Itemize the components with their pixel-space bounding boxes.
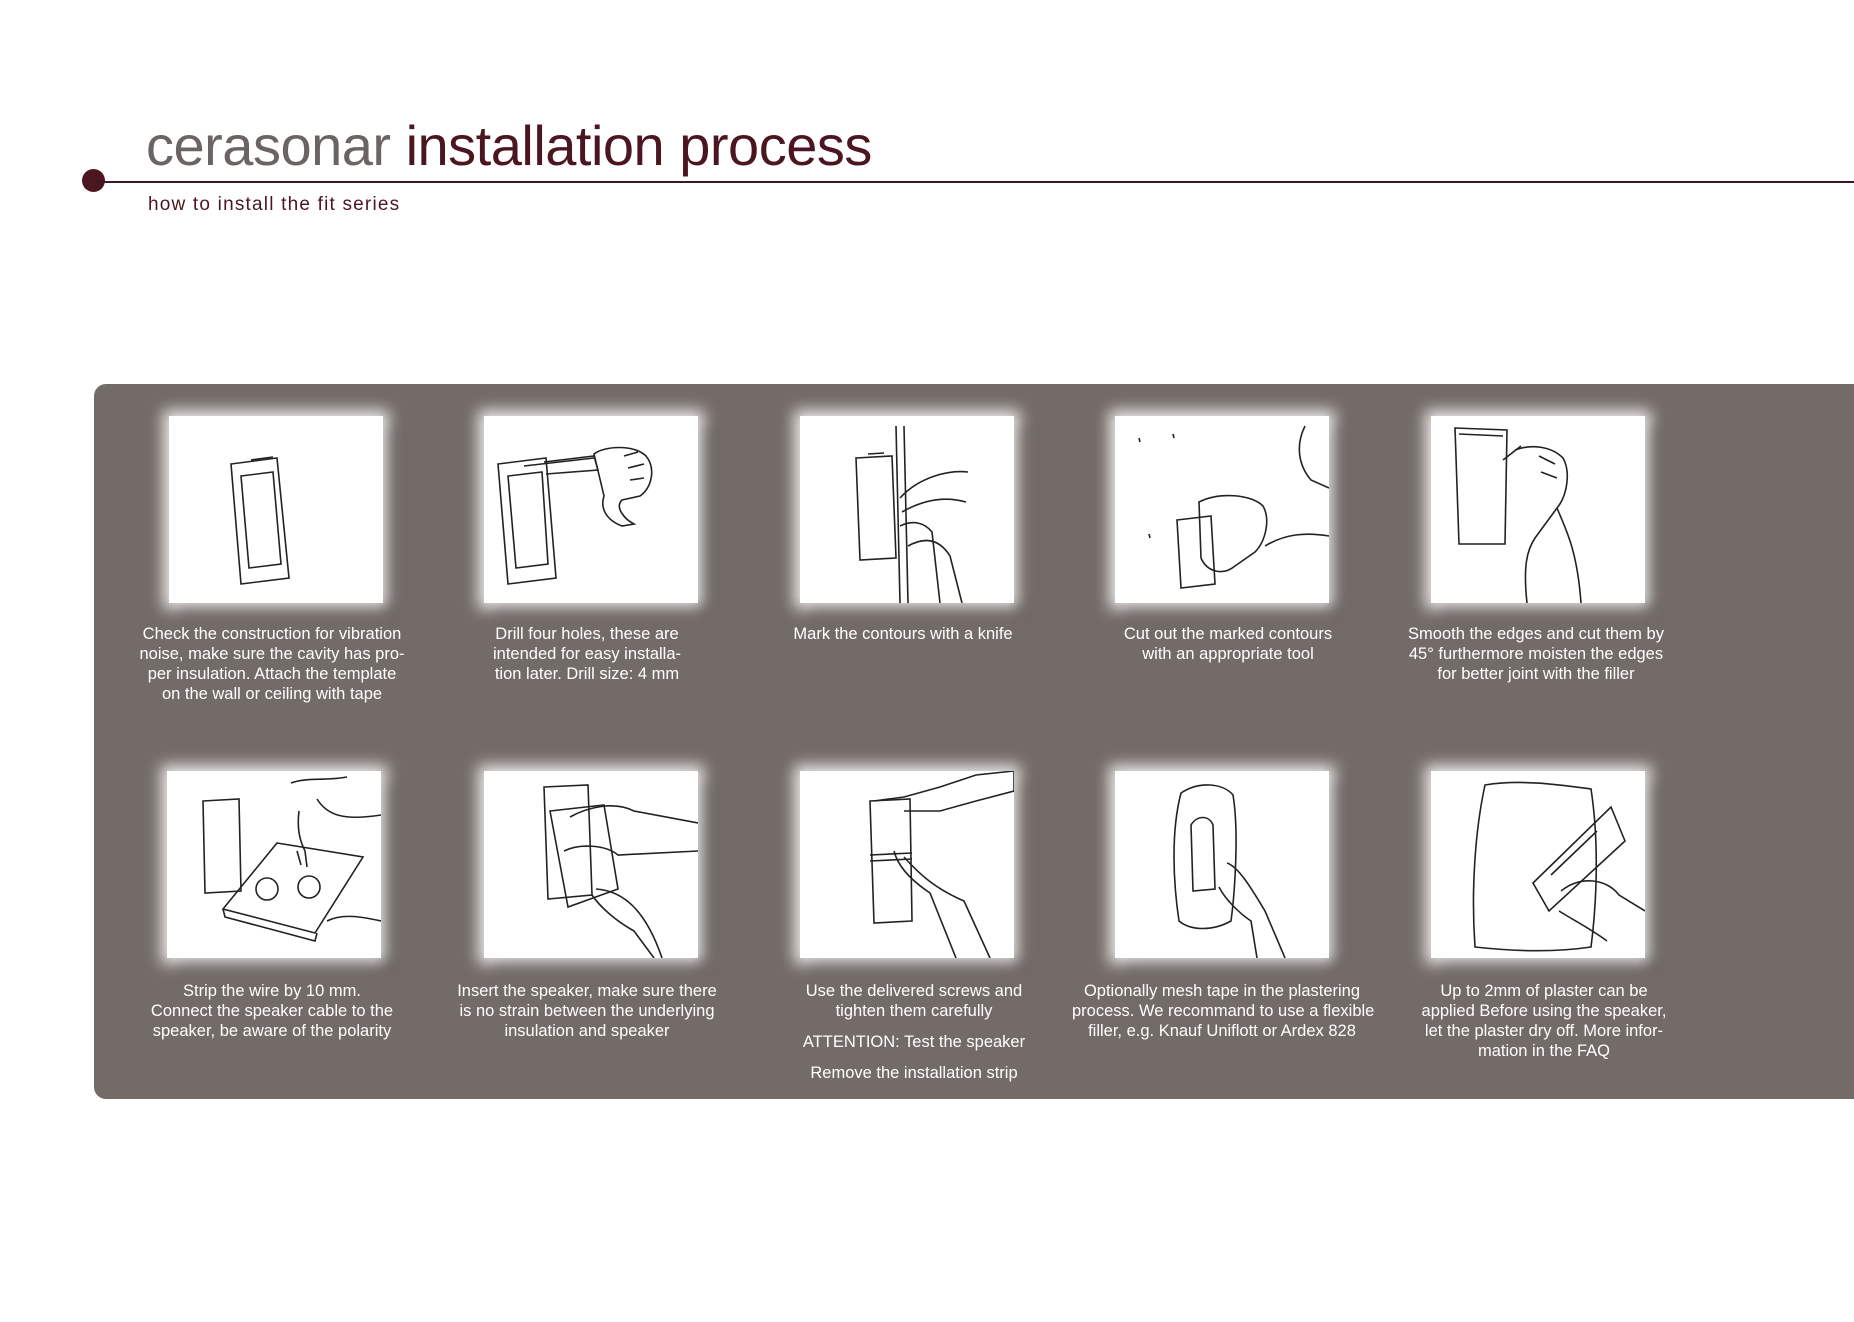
caption-line: speaker, be aware of the polarity: [152, 1022, 392, 1040]
caption-line: Connect the speaker cable to the: [150, 1002, 394, 1020]
smoothing-edges-illustration-icon: [1431, 416, 1645, 603]
caption-line: Drill four holes, these are: [495, 625, 679, 643]
step-9-caption: [1072, 981, 1375, 1041]
caption-line: noise, make sure the cavity has pro-: [139, 645, 405, 663]
caption-line: Check the construction for vibration: [142, 625, 402, 643]
step-7-caption: [437, 981, 737, 1041]
step-8-caption: [764, 981, 1064, 1083]
title-text: installation process: [405, 114, 872, 177]
caption-line: let the plaster dry off. More infor-: [1424, 1022, 1664, 1040]
caption-line: Mark the contours with a knife: [793, 625, 1013, 643]
caption-line: applied Before using the speaker,: [1421, 1002, 1667, 1020]
caption-line: with an appropriate tool: [1142, 645, 1314, 663]
caption-line: Strip the wire by 10 mm.: [183, 982, 361, 1000]
caption-line: Smooth the edges and cut them by: [1408, 625, 1664, 643]
title-rule: [96, 181, 1854, 183]
caption-line: is no strain between the underlying: [459, 1002, 715, 1020]
caption-line: Use the delivered screws and: [805, 982, 1023, 1000]
screwdriver-illustration-icon: [800, 771, 1014, 958]
attention-note: ATTENTION: Test the speaker: [802, 1033, 1026, 1051]
wiring-illustration-icon: [167, 771, 381, 958]
caption-line: intended for easy installa-: [492, 645, 682, 663]
page-title: [146, 112, 872, 180]
saw-cutting-illustration-icon: [1115, 416, 1329, 603]
step-3-caption: [753, 624, 1053, 644]
insert-speaker-illustration-icon: [484, 771, 698, 958]
caption-line: tion later. Drill size: 4 mm: [494, 665, 680, 683]
mesh-tape-illustration-icon: [1115, 771, 1329, 958]
plastering-illustration-icon: [1431, 771, 1645, 958]
caption-line: per insulation. Attach the template: [147, 665, 397, 683]
caption-line: Optionally mesh tape in the plastering: [1083, 982, 1361, 1000]
caption-line: Insert the speaker, make sure there: [457, 982, 717, 1000]
caption-line: 45° furthermore moisten the edges: [1408, 645, 1664, 663]
drill-illustration-icon: [484, 416, 698, 603]
caption-line: process. We recommand to use a flexible: [1072, 1002, 1375, 1020]
step-2-caption: [437, 624, 737, 684]
caption-line: filler, e.g. Knauf Uniflott or Ardex 828: [1088, 1022, 1356, 1040]
step-1-caption: [122, 624, 422, 704]
step-6-caption: [122, 981, 422, 1041]
template-illustration-icon: [169, 416, 383, 603]
caption-line: Up to 2mm of plaster can be: [1440, 982, 1648, 1000]
page-subtitle: how to install the fit series: [148, 194, 401, 215]
knife-marking-illustration-icon: [800, 416, 1014, 603]
caption-line: mation in the FAQ: [1477, 1042, 1611, 1060]
step-5-caption: [1386, 624, 1686, 684]
caption-line: for better joint with the filler: [1437, 665, 1635, 683]
strip-note: Remove the installation strip: [810, 1064, 1018, 1082]
caption-line: on the wall or ceiling with tape: [161, 685, 383, 703]
step-10-caption: [1394, 981, 1694, 1061]
steps-panel: [94, 384, 1854, 1099]
caption-line: Cut out the marked contours: [1123, 625, 1333, 643]
caption-line: tighten them carefully: [835, 1002, 993, 1020]
step-4-caption: [1078, 624, 1378, 664]
caption-line: insulation and speaker: [504, 1022, 670, 1040]
brand-name: cerasonar: [146, 114, 391, 177]
